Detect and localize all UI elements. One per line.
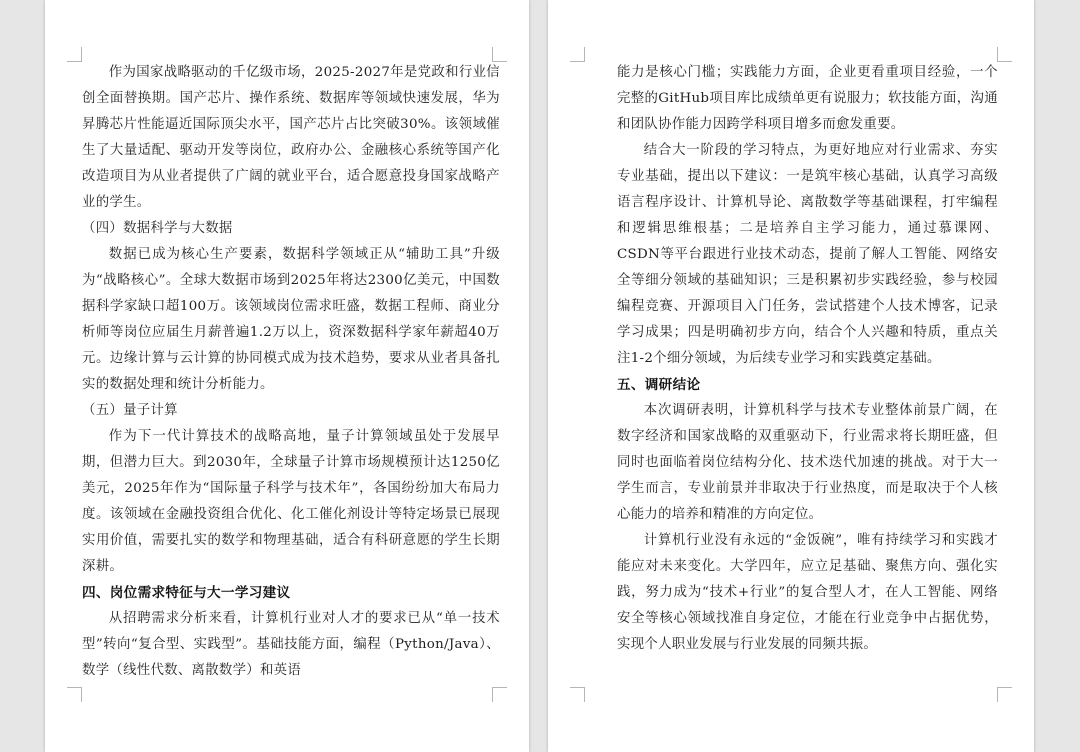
paragraph-job-requirements: 从招聘需求分析来看，计算机行业对人才的要求已从“单一技术型”转向“复合型、实践型”。基础技能方面，编程（Python/Java）、数学（线性代数、离散数学）和英语	[82, 611, 500, 678]
paragraph-quantum-computing: 作为下一代计算技术的战略高地，量子计算领域虽处于发展早期，但潜力巨大。到2030年，全球量子计算市场规模预计达1250亿美元，2025年作为“国际量子科学与技术年”，各国纷纷加大布局力度。该领域在金融投资组合优化、化工催化剂设计等特定场景已展现实用价值，需要扎实的数学和物理基础，适合有科研意愿的学生长期深耕。	[82, 429, 500, 574]
paragraph-job-requirements-continued: 能力是核心门槛；实践能力方面，企业更看重项目经验，一个完整的GitHub项目库比成绩单更有说服力；软技能方面，沟通和团队协作能力因跨学科项目增多而愈发重要。	[617, 65, 998, 132]
margin-marker-bottom-right	[997, 687, 1012, 702]
margin-marker-top-right	[997, 47, 1012, 62]
page-right-content	[617, 60, 998, 658]
margin-marker-top-left	[67, 47, 82, 62]
heading-data-science: （四）数据科学与大数据	[82, 221, 233, 236]
margin-marker-top-left	[570, 47, 585, 62]
paragraph-conclusion-2: 计算机行业没有永远的“金饭碗”，唯有持续学习和实践才能应对未来变化。大学四年，应立足基础、聚焦方向、强化实践，努力成为“技术+行业”的复合型人才，在人工智能、网络安全等核心领域找准自身定位，才能在行业竞争中占据优势，实现个人职业发展与行业发展的同频共振。	[617, 533, 998, 652]
heading-quantum-computing: （五）量子计算	[82, 403, 178, 418]
document-page-right	[548, 0, 1034, 752]
margin-marker-bottom-right	[492, 687, 507, 702]
document-page-left	[45, 0, 529, 752]
paragraph-study-suggestions: 结合大一阶段的学习特点，为更好地应对行业需求、夯实专业基础，提出以下建议：一是筑牢核心基础，认真学习高级语言程序设计、计算机导论、离散数学等基础课程，打牢编程和逻辑思维根基；二是培养自主学习能力，通过慕课网、CSDN等平台跟进行业技术动态，提前了解人工智能、网络安全等细分领域的基础知识；三是积累初步实践经验，参与校园编程竞赛、开源项目入门任务，尝试搭建个人技术博客，记录学习成果；四是明确初步方向，结合个人兴趣和特质，重点关注1-2个细分领域，为后续专业学习和实践奠定基础。	[617, 143, 998, 366]
paragraph-xinchuang: 作为国家战略驱动的千亿级市场，2025-2027年是党政和行业信创全面替换期。国产芯片、操作系统、数据库等领域快速发展，华为昇腾芯片性能逼近国际顶尖水平，国产芯片占比突破30%。该领域催生了大量适配、驱动开发等岗位，政府办公、金融核心系统等国产化改造项目为从业者提供了广阔的就业平台，适合愿意投身国家战略产业的学生。	[82, 65, 500, 210]
margin-marker-bottom-left	[67, 687, 82, 702]
paragraph-conclusion-1: 本次调研表明，计算机科学与技术专业整体前景广阔，在数字经济和国家战略的双重驱动下，行业需求将长期旺盛，但同时也面临着岗位结构分化、技术迭代加速的挑战。对于大一学生而言，专业前景并非取决于行业热度，而是取决于个人核心能力的培养和精准的方向定位。	[617, 403, 998, 522]
heading-section-four: 四、岗位需求特征与大一学习建议	[82, 585, 291, 601]
margin-marker-bottom-left	[570, 687, 585, 702]
heading-section-five: 五、调研结论	[617, 377, 701, 393]
paragraph-data-science: 数据已成为核心生产要素，数据科学领域正从“辅助工具”升级为“战略核心”。全球大数据市场到2025年将达2300亿美元，中国数据科学家缺口超100万。该领域岗位需求旺盛，数据工程师、商业分析师等岗位应届生月薪普遍1.2万以上，资深数据科学家年薪超40万元。边缘计算与云计算的协同模式成为技术趋势，要求从业者具备扎实的数据处理和统计分析能力。	[82, 247, 500, 392]
page-left-content	[82, 60, 500, 684]
